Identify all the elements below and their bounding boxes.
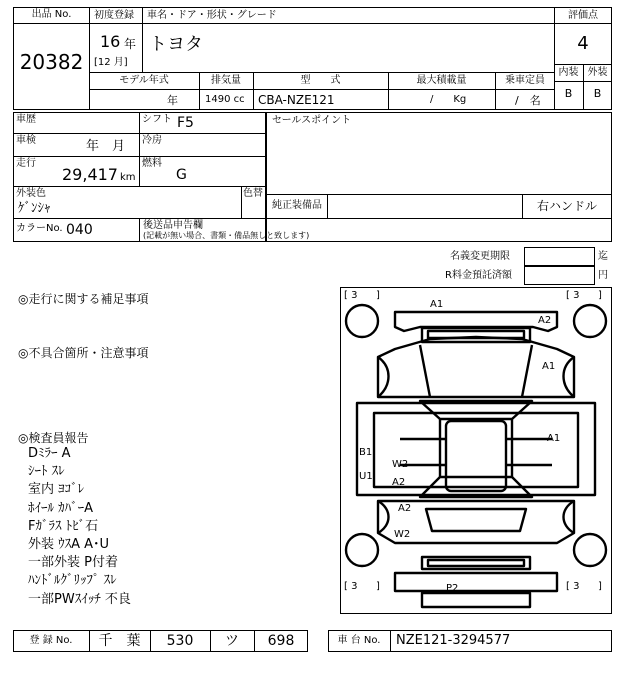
exterior-color-label: 外装色: [16, 188, 46, 199]
interior-grade: B: [564, 87, 573, 100]
damage-mark: A1: [542, 361, 556, 372]
fuel-label: 燃料: [142, 158, 162, 169]
inspector-report-line: 一部PWｽｲｯﾁ 不良: [28, 591, 131, 607]
lot-no: 20382: [19, 50, 84, 74]
tire-label-rr: [ 3: [566, 581, 580, 592]
sales-points-label: セールスポイント: [272, 115, 352, 126]
shift-value: F5: [177, 115, 194, 131]
shift-label: シフト: [142, 114, 172, 125]
displacement-label: 排気量: [211, 75, 241, 86]
color-no-label: カラーNo.: [16, 223, 63, 234]
car-diagram-drawing: [340, 287, 612, 614]
name-change-field: [524, 247, 595, 266]
displacement: 1490 cc: [205, 94, 245, 105]
score-label: 評価点: [568, 10, 598, 21]
damage-mark: A2: [398, 503, 412, 514]
tire-bracket-fl: ]: [376, 290, 380, 301]
damage-mark: P2: [446, 583, 459, 594]
driving-notes-label: ◎走行に関する補足事項: [18, 292, 149, 306]
plate-class: 530: [166, 633, 194, 649]
inspector-report-line: 一部外装 P付着: [28, 555, 118, 571]
inspector-report-line: ﾎｲｰﾙ ｶﾊﾞｰA: [28, 500, 94, 516]
exterior-color-value: ｹﾞﾝｼｬ: [18, 201, 51, 216]
first-reg-month: [12 月]: [94, 57, 128, 68]
tire-label-rl: [ 3: [344, 581, 358, 592]
damage-mark: W2: [392, 459, 409, 470]
first-reg-year: 16: [100, 32, 121, 51]
chassis-no: NZE121-3294577: [396, 633, 511, 648]
plate-label: 登 録 No.: [29, 635, 73, 646]
score-value: 4: [577, 33, 589, 54]
plate-number: 698: [267, 633, 295, 649]
model-year-unit: 年: [167, 94, 178, 107]
recycle-field: [524, 266, 595, 285]
defects-notes-label: ◎不具合箇所・注意事項: [18, 346, 149, 360]
first-reg-year-unit: 年: [124, 37, 137, 51]
damage-mark: B1: [359, 447, 373, 458]
damage-mark: A1: [547, 433, 561, 444]
first-reg-label: 初度登録: [94, 10, 134, 21]
car-name: トヨタ: [149, 34, 203, 55]
plate-region: 千 葉: [98, 633, 141, 649]
tire-label-fl: [ 3: [344, 290, 358, 301]
chassis-label: 車 台 No.: [337, 635, 381, 646]
inspection-value: 年 月: [86, 139, 126, 154]
inspection-label: 車検: [16, 135, 36, 146]
inspector-report-line: 室内 ﾖｺﾞﾚ: [28, 482, 85, 498]
damage-mark: A2: [392, 477, 406, 488]
name-change-unit: 迄: [598, 251, 608, 262]
inspector-report-line: ｼｰﾄ ｽﾚ: [28, 464, 65, 480]
model-year-label: モデル年式: [119, 75, 169, 86]
inspector-report-line: ﾊﾝﾄﾞﾙｸﾞﾘｯﾌﾟ ｽﾚ: [28, 573, 117, 589]
damage-mark: A2: [538, 315, 552, 326]
recycle-label: R料金預託済額: [445, 270, 512, 281]
lot-no-label: 出品 No.: [31, 9, 72, 20]
inspector-report-list: [28, 447, 308, 617]
inspector-report-line: Dﾐﾗｰ A: [28, 446, 71, 461]
mileage-label: 走行: [16, 158, 36, 169]
tire-label-fr: [ 3: [566, 290, 580, 301]
type-label: 型 式: [300, 75, 341, 86]
inspector-report-line: 外装 ｳｽA A･U: [28, 537, 110, 552]
interior-label: 内装: [558, 67, 579, 78]
aftermarket-note: (記載が無い場合、書類・備品無しと致します): [143, 231, 310, 240]
inspector-report-line: Fｶﾞﾗｽ ﾄﾋﾞ石: [28, 518, 99, 534]
mileage-unit: km: [120, 172, 136, 183]
capacity: / 名: [515, 94, 541, 107]
tire-bracket-fr: ]: [598, 290, 602, 301]
car-name-label: 車名・ドア・形状・グレード: [147, 10, 277, 21]
aftermarket-label: 後送品申告欄: [143, 220, 203, 231]
recycle-unit: 円: [598, 270, 608, 281]
steering-value: 右ハンドル: [536, 199, 597, 213]
genuine-equipment-label: 純正装備品: [272, 200, 322, 211]
fuel-value: G: [176, 167, 187, 183]
history-label: 車歴: [16, 114, 36, 125]
chassis-type: CBA-NZE121: [258, 93, 335, 107]
color-change-label: 色替: [243, 188, 263, 199]
exterior-grade: B: [593, 87, 602, 100]
inspector-report-label: ◎検査員報告: [18, 431, 89, 445]
damage-mark: A1: [430, 299, 444, 310]
tire-bracket-rr: ]: [598, 581, 602, 592]
mileage-value: 29,417: [62, 165, 118, 184]
damage-mark: U1: [359, 471, 373, 482]
plate-kana: ツ: [225, 633, 239, 649]
max-load-label: 最大積載量: [416, 75, 467, 86]
name-change-label: 名義変更期限: [450, 251, 510, 262]
damage-mark: W2: [394, 529, 411, 540]
color-no-value: 040: [66, 222, 93, 238]
exterior-label: 外装: [587, 67, 608, 78]
max-load: / Kg: [430, 94, 467, 105]
tire-bracket-rl: ]: [376, 581, 380, 592]
capacity-label: 乗車定員: [505, 75, 545, 86]
ac-label: 冷房: [142, 135, 162, 146]
